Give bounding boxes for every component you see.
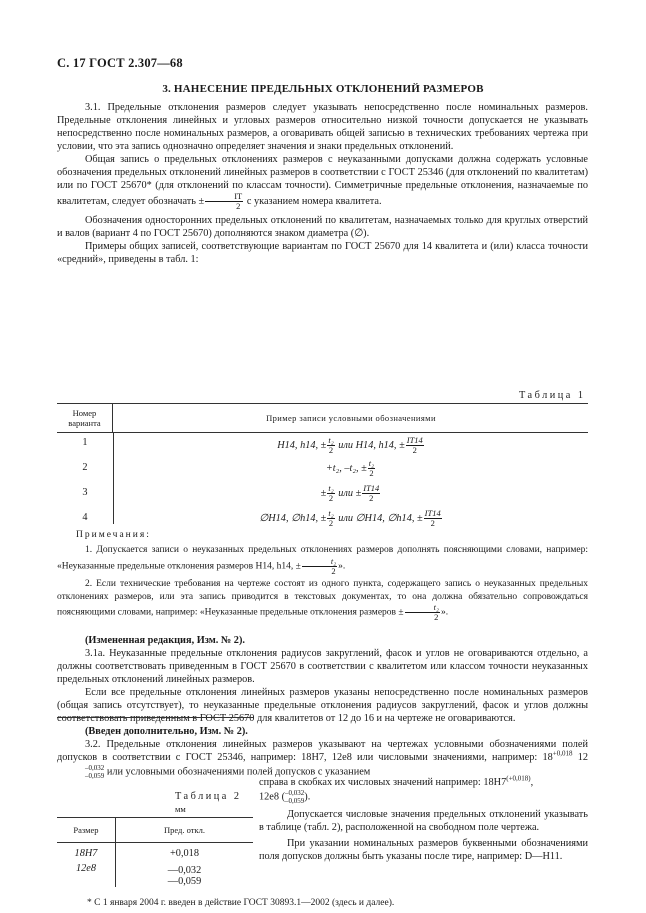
t2-fraction: $\frac{\text{t₂}}{2}$ bbox=[328, 508, 334, 528]
general-record-text: Общая запись о предельных отклонениях размеров с неуказанными допусками должна содержать условные обозначения предельных отклонений линейных размеров в соответствии с ГОСТ 25346 (для отклонений по квалитетам) или по ГОСТ 25670* (для отклонений по классам точности). Симметричные предельные отклонения, назначаемые по квалитетам, следует обозначать bbox=[57, 154, 588, 207]
page-header: С. 17 ГОСТ 2.307—68 bbox=[57, 56, 183, 70]
table2-dev: —0,032 —0,059 bbox=[167, 865, 202, 887]
table1-caption: Таблица 1 bbox=[519, 390, 586, 401]
table1-row-example: +t₂, –t₂, ± $\frac{\text{t₂}}{2}$ bbox=[325, 458, 375, 478]
paragraph-3-2-cont2: 12e8 ( –0,032 –0,059 ). bbox=[259, 789, 311, 805]
note-2: 2. Если технические требования на чертеже состоят из одного пункта, содержащего запись о неуказанных предельных отклонениях размеров, или эта запись приводится в текстовых документах, то она должна обязательно сопровождаться поясняющими словами, например: «Неуказанные предельные отклонения размеров ± $\frac{\text{t₂}}{2}$ ». bbox=[57, 579, 588, 622]
t2-fraction: $\frac{\text{t₂}}{2}$ bbox=[368, 458, 375, 478]
table2-size: 12e8 bbox=[75, 863, 96, 874]
table1-header-line bbox=[57, 432, 588, 433]
lower-text bbox=[57, 634, 588, 780]
table2-col-size: Размер bbox=[73, 825, 99, 835]
table1-row-number: 2 bbox=[82, 462, 88, 473]
paragraph-examples: Примеры общих записей, соответствующие вариантам по ГОСТ 25670 для 14 квалитета и (или) класса точности «средний», приведены в табл. 1: bbox=[57, 241, 588, 265]
it14-fraction: $\frac{IT14}{2}$ bbox=[406, 435, 423, 455]
it14-fraction: $\frac{IT14}{2}$ bbox=[363, 483, 380, 503]
paragraph-3-2-cont: справа в скобках их числовых значений например: $18H7^{(+0,018)}$, bbox=[259, 774, 534, 788]
table2-col-dev: Пред. откл. bbox=[164, 825, 205, 835]
table1-row-number: 4 bbox=[82, 512, 88, 523]
table2-header bbox=[57, 817, 253, 843]
table1-row-example: ∅H14, ∅h14, ± $\frac{\text{t₂}}{2}$ или ∅H14, ∅h14, ± $\frac{IT14}{2}$ bbox=[259, 508, 441, 528]
t2-fraction: $\frac{\text{t₂}}{2}$ bbox=[302, 557, 337, 576]
paragraph-general-record bbox=[57, 153, 588, 211]
it-fraction: $\frac{IT}{2}$ bbox=[205, 192, 243, 211]
added-note: (Введен дополнительно, Изм. № 2). bbox=[85, 726, 248, 737]
main-text bbox=[57, 101, 588, 266]
paragraph-3-2: 3.2. Предельные отклонения линейных размеров указывают на чертежах условными обозначениями полей допусков в соответствии с ГОСТ 25346, например: 18H7, 12e8 или числовыми значениями, например: $18^{+0,018}$ 12 –0,032 –0,059 или условными обозначениями полей допусков с указанием bbox=[57, 739, 588, 780]
it14-fraction: $\frac{IT14}{2}$ bbox=[424, 508, 441, 528]
table2-caption: Таблица 2 bbox=[175, 791, 242, 802]
pm-sign: ± bbox=[198, 195, 205, 207]
right-column bbox=[259, 776, 588, 863]
paragraph-missing: Если все предельные отклонения линейных размеров указаны непосредственно после номинальных размеров (общая запись отсутствует), то неуказанные предельные отклонения радиусов закруглений, фасок и углов должны соответствовать приведенным в ГОСТ 25670 для квалитетов от 12 до 16 и на чертеже не оговариваются. bbox=[57, 687, 588, 724]
t2-fraction: $\frac{\text{t₂}}{2}$ bbox=[328, 435, 334, 455]
table2-size: 18H7 bbox=[74, 848, 98, 859]
table1-row-number: 3 bbox=[82, 487, 88, 498]
table1-header-example: Пример записи условными обозначениями bbox=[266, 413, 436, 423]
t2-fraction: $\frac{\text{t₂}}{2}$ bbox=[405, 603, 440, 622]
table1-row-example: ± $\frac{\text{t₂}}{2}$ или ± $\frac{IT14}{2}$ bbox=[320, 483, 380, 503]
edit-note: (Измененная редакция, Изм. № 2). bbox=[85, 635, 245, 646]
section-title: 3. НАНЕСЕНИЕ ПРЕДЕЛЬНЫХ ОТКЛОНЕНИЙ РАЗМЕРОВ bbox=[162, 83, 484, 95]
general-record-tail: с указанием номера квалитета. bbox=[246, 195, 382, 207]
table1-row-example: H14, h14, ± $\frac{\text{t₂}}{2}$ или H14, h14, ± $\frac{IT14}{2}$ bbox=[277, 435, 423, 455]
tolerance-stack: –0,032 –0,059 bbox=[85, 764, 105, 780]
t2-fraction: $\frac{\text{t₂}}{2}$ bbox=[328, 483, 334, 503]
paragraph-3-1a: 3.1а. Неуказанные предельные отклонения радиусов закруглений, фасок и углов не оговариваются отдельно, а должны соответствовать приведенным в ГОСТ 25670 в соответствии с квалитетом или классом точности неуказанных предельных отклонений линейных размеров. bbox=[57, 648, 588, 685]
note-1: 1. Допускается записи о неуказанных предельных отклонениях размеров дополнять поясняющими словами, например: «Неуказанные предельные отклонения размеров H14, h14, ± $\frac{\text{t₂}}{2}$ ». bbox=[57, 545, 588, 576]
paragraph-table-values: Допускается числовые значения предельных отклонений указывать в таблице (табл. 2), расположенной на свободном поле чертежа. bbox=[259, 809, 588, 833]
table1-header-variant: Номер варианта bbox=[57, 404, 113, 432]
notes-title: Примечания: bbox=[76, 530, 151, 540]
tolerance-stack: –0,032 –0,059 bbox=[285, 789, 305, 805]
paragraph-letter: При указании номинальных размеров буквенными обозначениями поля допусков должны быть указаны после тире, например: D—H11. bbox=[259, 838, 588, 862]
paragraph-one-sided: Обозначения односторонних предельных отклонений по квалитетам, назначаемых только для круглых отверстий и валов (вариант 4 по ГОСТ 25670) дополняются знаком диаметра (∅). bbox=[57, 215, 588, 239]
paragraph-3-1: 3.1. Предельные отклонения размеров следует указывать непосредственно после номинальных размеров. Предельные отклонения линейных и угловых размеров относительно низкой точности допускается не указывать непосредственно после номинальных размеров, а оговаривать общей записью в технических требованиях чертежа при условии, что эта запись однозначно определяет значения и знаки предельных отклонений. bbox=[57, 102, 588, 152]
table1-row-number: 1 bbox=[82, 437, 88, 448]
table1-top-line bbox=[57, 403, 588, 404]
table2-unit: мм bbox=[175, 804, 186, 814]
table2-dev: +0,018 bbox=[170, 848, 199, 859]
footnote: * С 1 января 2004 г. введен в действие ГОСТ 30893.1—2002 (здесь и далее). bbox=[87, 898, 395, 908]
